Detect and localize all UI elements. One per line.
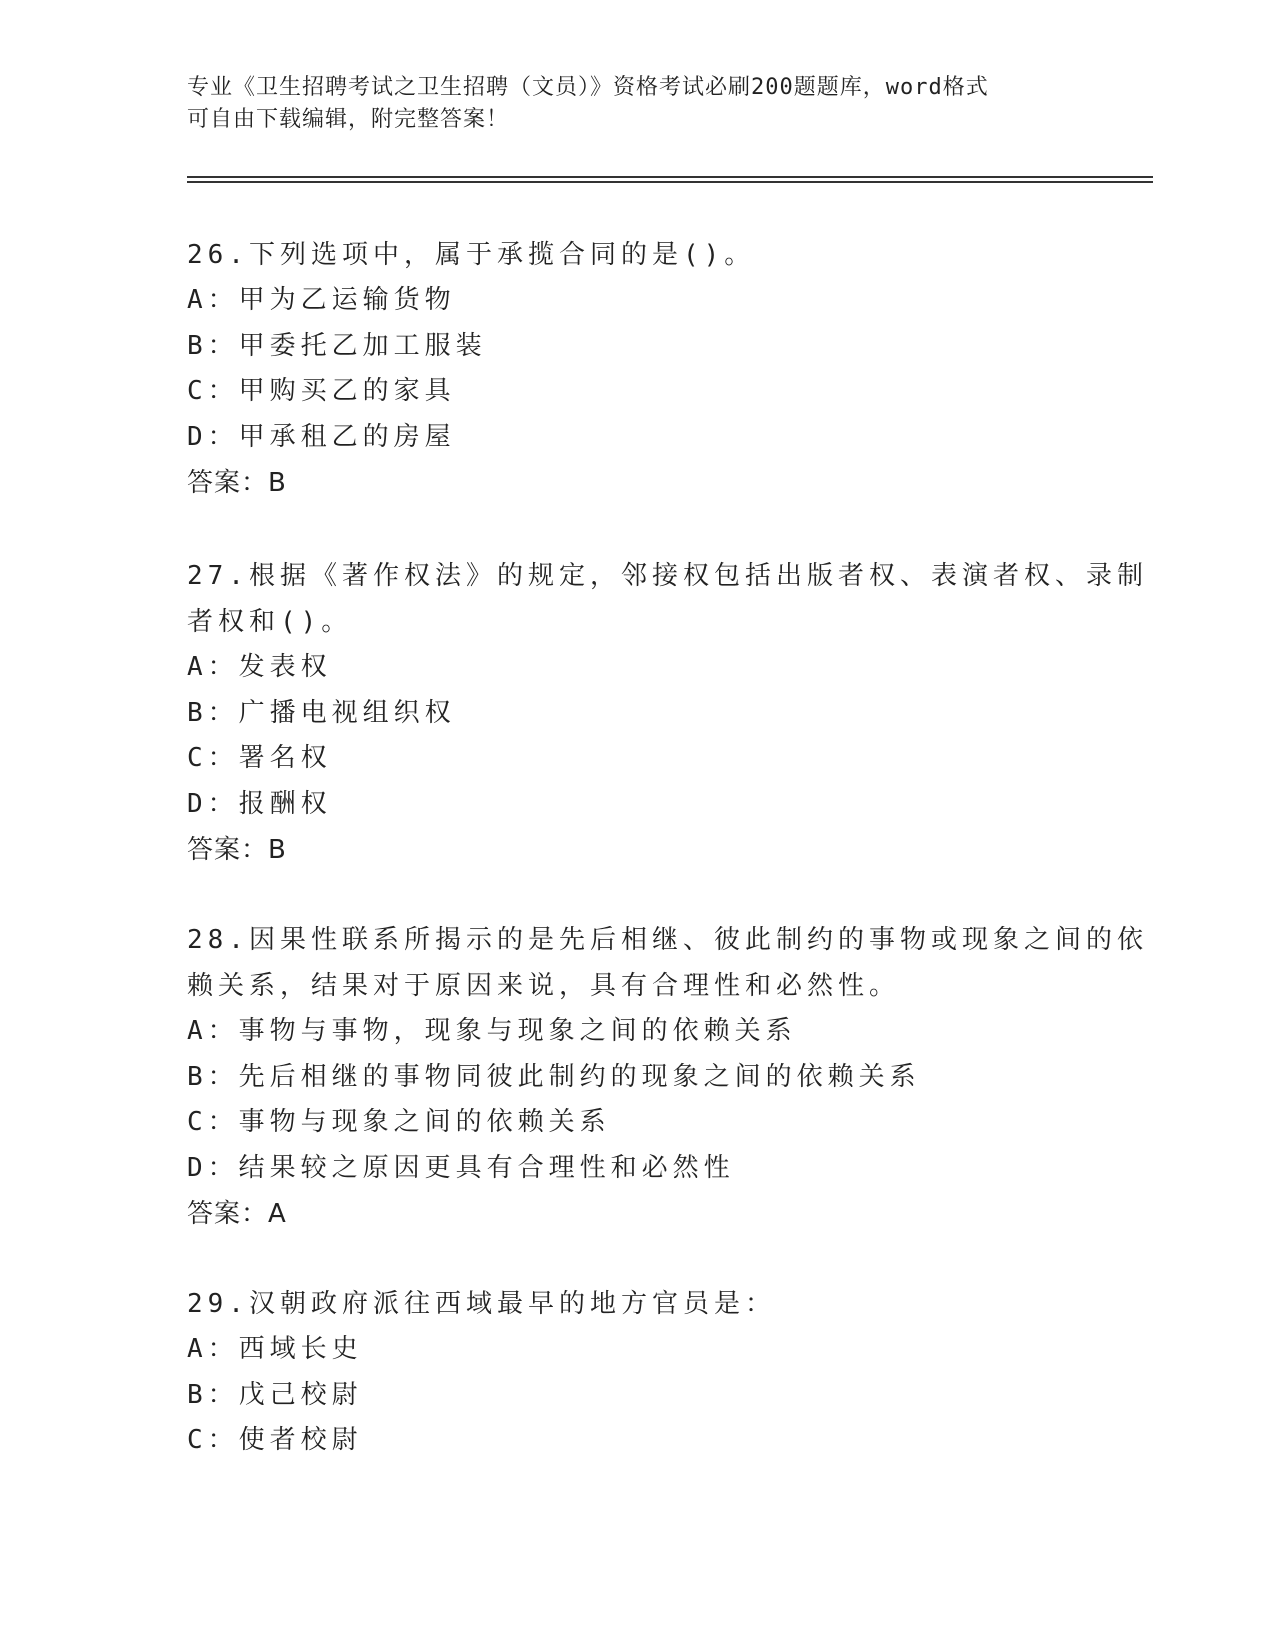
option-c: C：署名权 xyxy=(187,743,332,773)
question-stem-line: 赖关系，结果对于原因来说，具有合理性和必然性。 xyxy=(187,971,901,1001)
answer-label: 答案：B xyxy=(187,835,287,865)
option-c: C：使者校尉 xyxy=(187,1425,363,1455)
option-a: A：事物与事物，现象与现象之间的依赖关系 xyxy=(187,1016,797,1046)
option-a: A：西域长史 xyxy=(187,1334,363,1364)
question-27 xyxy=(187,553,1148,873)
option-d: D：报酬权 xyxy=(187,788,332,819)
question-stem-line: 29.汉朝政府派往西域最早的地方官员是： xyxy=(187,1289,776,1319)
option-a: A：发表权 xyxy=(187,652,332,682)
option-c: C：事物与现象之间的依赖关系 xyxy=(187,1107,611,1137)
header-divider-top xyxy=(187,176,1153,178)
option-a: A：甲为乙运输货物 xyxy=(187,285,456,315)
question-26 xyxy=(187,232,1087,506)
header-divider-bottom xyxy=(187,181,1153,183)
question-29 xyxy=(187,1281,1087,1464)
question-stem-line: 28.因果性联系所揭示的是先后相继、彼此制约的事物或现象之间的依 xyxy=(187,925,1148,955)
question-stem-line: 27.根据《著作权法》的规定，邻接权包括出版者权、表演者权、录制 xyxy=(187,561,1148,591)
question-28 xyxy=(187,917,1148,1237)
question-stem-line: 26.下列选项中，属于承揽合同的是()。 xyxy=(187,240,756,270)
header-line-1: 专业《卫生招聘考试之卫生招聘（文员）》资格考试必刷200题题库，word格式 xyxy=(187,75,989,100)
header-line-2: 可自由下载编辑，附完整答案！ xyxy=(187,107,510,132)
option-b: B：甲委托乙加工服装 xyxy=(187,330,487,361)
option-d: D：结果较之原因更具有合理性和必然性 xyxy=(187,1152,735,1183)
option-b: B：先后相继的事物同彼此制约的现象之间的依赖关系 xyxy=(187,1061,921,1092)
option-b: B：广播电视组织权 xyxy=(187,697,456,728)
option-b: B：戊己校尉 xyxy=(187,1379,363,1410)
document-header xyxy=(187,72,1087,136)
answer-label: 答案：A xyxy=(187,1199,287,1229)
question-stem-line: 者权和()。 xyxy=(187,607,353,637)
option-d: D：甲承租乙的房屋 xyxy=(187,421,456,452)
answer-label: 答案：B xyxy=(187,468,287,498)
option-c: C：甲购买乙的家具 xyxy=(187,376,456,406)
